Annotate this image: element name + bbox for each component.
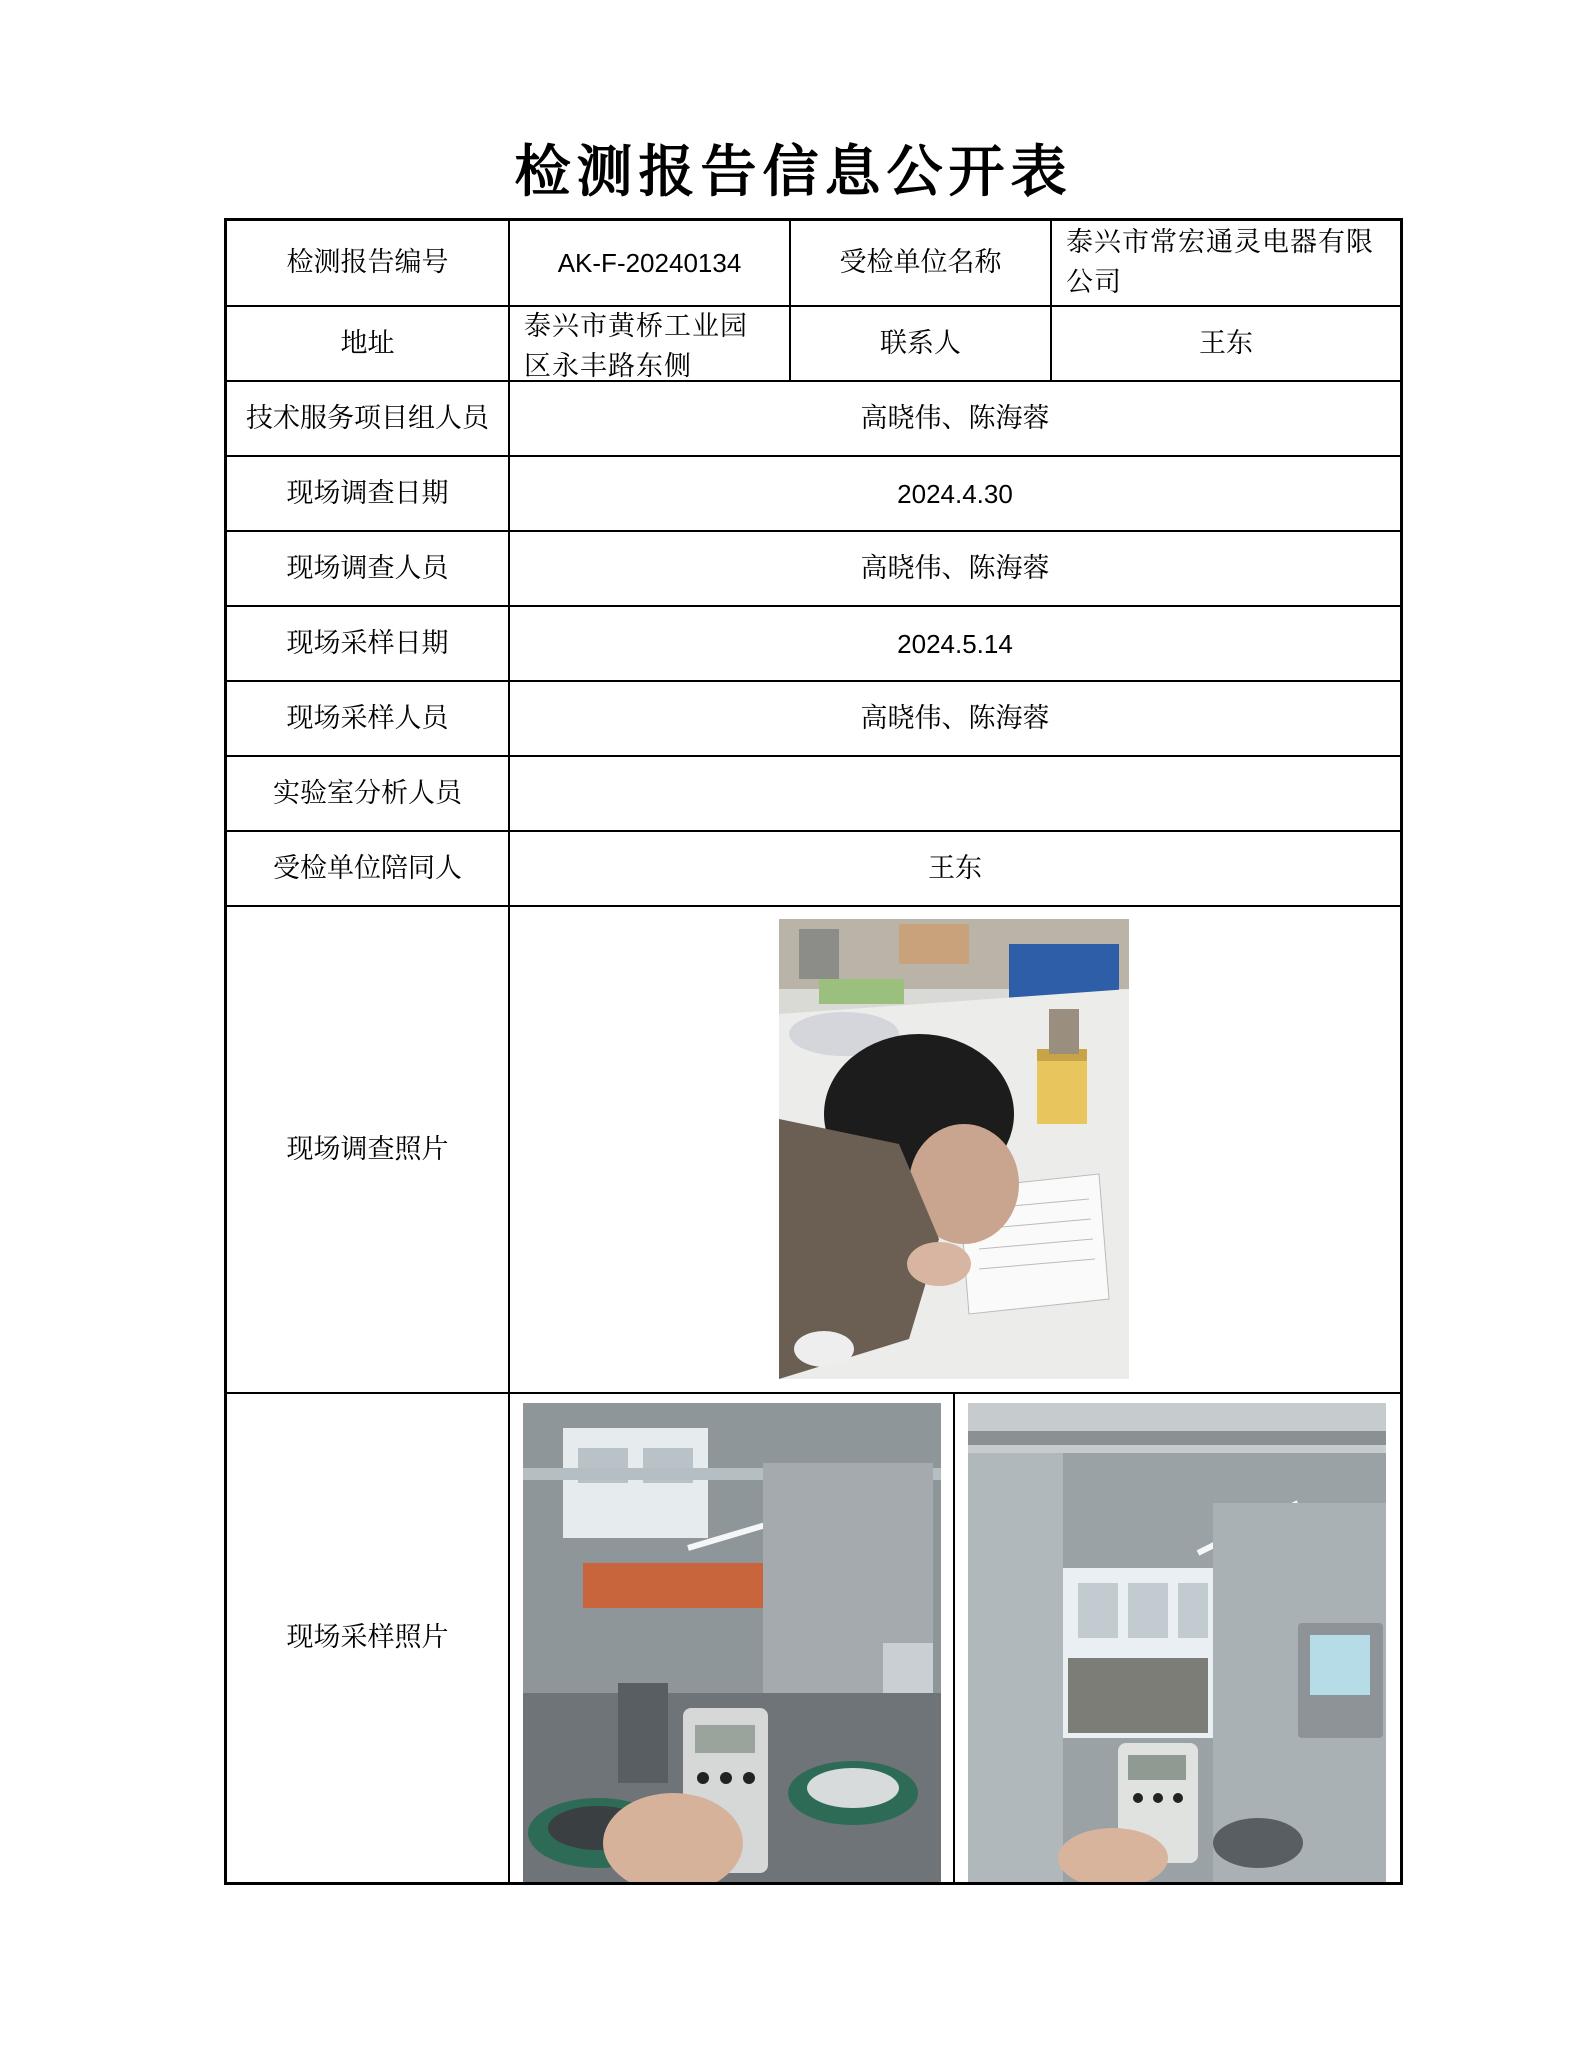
sampling-date-value: 2024.5.14	[897, 628, 1013, 659]
unit-name-value: 泰兴市常宏通灵电器有限公司	[1066, 227, 1374, 298]
survey-staff-value: 高晓伟、陈海蓉	[860, 552, 1050, 584]
sampling-photo-2	[968, 1403, 1386, 1882]
page-title: 检测报告信息公开表	[514, 140, 1073, 205]
survey-photo	[779, 919, 1129, 1379]
project-team-label: 技术服务项目组人员	[246, 402, 489, 434]
lab-staff-label: 实验室分析人员	[273, 777, 462, 809]
sampling-photo-1	[523, 1403, 941, 1882]
contact-value: 王东	[1199, 327, 1253, 359]
contact-label: 联系人	[880, 327, 961, 359]
survey-photo-label: 现场调查照片	[286, 1133, 449, 1165]
col-divider	[953, 1392, 955, 1882]
address-value: 泰兴市黄桥工业园区永丰路东侧	[524, 311, 748, 380]
sampling-date-label: 现场采样日期	[286, 627, 449, 659]
address-label: 地址	[340, 327, 395, 359]
info-table	[224, 218, 1403, 1885]
report-no-value: AK-F-20240134	[557, 248, 742, 278]
unit-name-label: 受检单位名称	[839, 247, 1002, 278]
sampling-staff-value: 高晓伟、陈海蓉	[860, 702, 1050, 734]
lab-staff-value	[510, 757, 1400, 830]
sampling-photo-label: 现场采样照片	[286, 1622, 449, 1653]
sampling-staff-label: 现场采样人员	[286, 702, 449, 734]
survey-staff-label: 现场调查人员	[286, 552, 449, 584]
escort-value: 王东	[928, 852, 982, 884]
escort-label: 受检单位陪同人	[273, 852, 462, 884]
survey-date-value: 2024.4.30	[897, 478, 1013, 509]
project-team-value: 高晓伟、陈海蓉	[860, 402, 1050, 434]
report-no-label: 检测报告编号	[286, 247, 449, 278]
survey-date-label: 现场调查日期	[286, 477, 449, 509]
